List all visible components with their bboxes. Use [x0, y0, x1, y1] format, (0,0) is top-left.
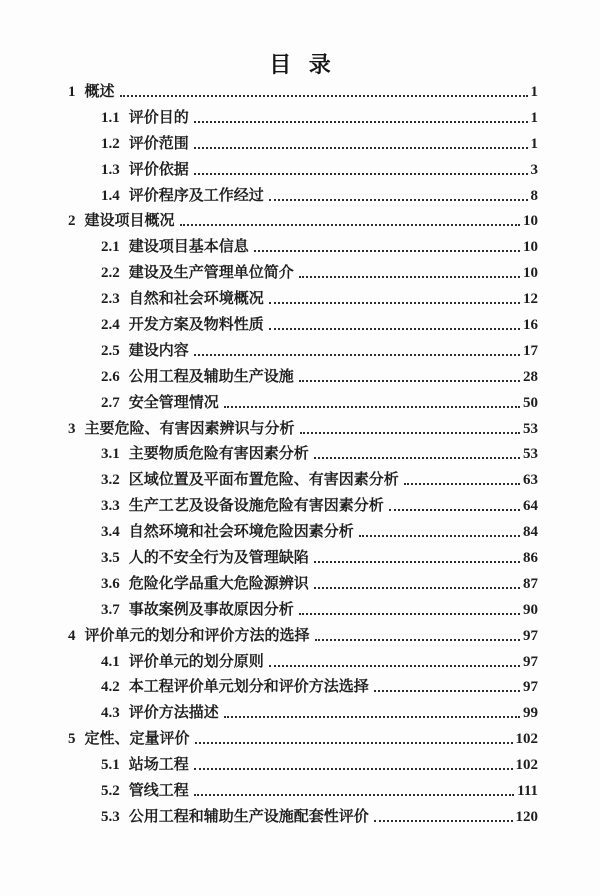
dot-leader — [194, 173, 528, 175]
toc-entry — [0, 365, 600, 391]
toc-entry-page: 64 — [523, 498, 538, 515]
toc-entry — [0, 235, 600, 261]
toc-entry-page: 87 — [523, 575, 538, 592]
dot-leader — [195, 742, 513, 744]
dot-leader — [224, 406, 520, 408]
dot-leader — [194, 354, 520, 356]
toc-entry — [0, 287, 600, 313]
toc-entry — [0, 417, 600, 443]
dot-leader — [194, 121, 528, 123]
toc-entry-page: 97 — [523, 627, 538, 644]
toc-entry-page: 8 — [530, 187, 538, 204]
toc-entry-number: 3.4 — [101, 524, 120, 541]
dot-leader — [269, 302, 520, 304]
dot-leader — [180, 224, 520, 226]
toc-entry-number: 2.4 — [101, 317, 120, 334]
toc-entry-number: 2.2 — [101, 265, 120, 282]
toc-entry-label: 建设项目基本信息 — [128, 239, 249, 256]
toc-entry-label: 危险化学品重大危险源辨识 — [128, 575, 309, 592]
dot-leader — [254, 250, 520, 252]
toc-entry-label: 评价范围 — [128, 135, 189, 152]
toc-entry-page: 28 — [523, 368, 538, 385]
toc-entry-page: 111 — [517, 783, 538, 800]
toc-entry-number: 3.1 — [101, 446, 120, 463]
toc-entry — [0, 313, 600, 339]
toc-entry — [0, 106, 600, 132]
toc-entry-page: 102 — [515, 757, 538, 774]
toc-entry-label: 评价单元的划分原则 — [128, 653, 264, 670]
dot-leader — [300, 432, 520, 434]
toc-entry-label: 评价单元的划分和评价方法的选择 — [84, 627, 310, 644]
toc-entry-label: 区域位置及平面布置危险、有害因素分析 — [128, 472, 399, 489]
toc-entry-page: 102 — [515, 731, 538, 748]
toc-entry-number: 3.3 — [101, 498, 120, 515]
toc-entry-page: 17 — [523, 342, 538, 359]
toc-entry — [0, 598, 600, 624]
toc-entry-label: 主要物质危险有害因素分析 — [128, 446, 309, 463]
dot-leader — [299, 613, 520, 615]
toc-entry — [0, 80, 600, 106]
toc-entry-label: 建设内容 — [128, 342, 189, 359]
toc-entry-number: 3 — [68, 420, 76, 437]
toc-entry-label: 站场工程 — [128, 757, 189, 774]
toc-entry-number: 2.6 — [101, 368, 120, 385]
toc-entry-label: 本工程评价单元划分和评价方法选择 — [128, 679, 369, 696]
toc-entry-number: 4.3 — [101, 705, 120, 722]
toc-entry-label: 主要危险、有害因素辨识与分析 — [84, 420, 295, 437]
toc-entry-label: 评价方法描述 — [128, 705, 219, 722]
toc-entry-page: 10 — [523, 265, 538, 282]
toc-entry — [0, 675, 600, 701]
toc-entry — [0, 339, 600, 365]
toc-entry-label: 概述 — [84, 84, 115, 100]
toc-entry-label: 公用工程和辅助生产设施配套性评价 — [128, 808, 369, 825]
toc-entry-page: 1 — [530, 135, 538, 152]
toc-entry-number: 4.2 — [101, 679, 120, 696]
dot-leader — [299, 276, 520, 278]
toc-title: 目 录 — [269, 52, 337, 77]
toc-entry-number: 2.7 — [101, 394, 120, 411]
toc-entry — [0, 546, 600, 572]
toc-entry-page: 90 — [523, 601, 538, 618]
dot-leader — [194, 147, 528, 149]
toc-entry-number: 2.5 — [101, 342, 120, 359]
toc-entry — [0, 779, 600, 805]
toc-entry-number: 3.5 — [101, 550, 120, 567]
dot-leader — [404, 483, 520, 485]
toc-entry-label: 自然和社会环境概况 — [128, 291, 264, 308]
dot-leader — [269, 199, 528, 201]
toc-entry-label: 自然环境和社会环境危险因素分析 — [128, 524, 354, 541]
toc-entry-number: 5.2 — [101, 783, 120, 800]
toc-entry-label: 开发方案及物料性质 — [128, 317, 264, 334]
dot-leader — [120, 95, 528, 97]
toc-entry-number: 3.7 — [101, 601, 120, 618]
toc-entry-label: 生产工艺及设备设施危险有害因素分析 — [128, 498, 384, 515]
dot-leader — [269, 665, 520, 667]
toc-entry-label: 定性、定量评价 — [84, 731, 190, 748]
dot-leader — [314, 457, 520, 459]
toc-entry-number: 5.1 — [101, 757, 120, 774]
toc-entry-number: 1.2 — [101, 135, 120, 152]
dot-leader — [389, 509, 520, 511]
toc-entry — [0, 468, 600, 494]
toc-entry — [0, 442, 600, 468]
toc-entry-page: 53 — [523, 446, 538, 463]
toc-entry-page: 120 — [515, 808, 538, 825]
toc-entry — [0, 753, 600, 779]
toc-entry-page: 50 — [523, 394, 538, 411]
toc-entry-label: 评价目的 — [128, 109, 189, 126]
toc-entry-page: 97 — [523, 679, 538, 696]
toc-entry-label: 评价依据 — [128, 161, 189, 178]
dot-leader — [374, 690, 520, 692]
toc-entry — [0, 391, 600, 417]
toc-entry-number: 1.4 — [101, 187, 120, 204]
toc-entry-number: 2 — [68, 213, 76, 230]
toc-entry — [0, 650, 600, 676]
toc-entry-page: 1 — [530, 109, 538, 126]
toc-entry — [0, 701, 600, 727]
toc-entry-number: 4.1 — [101, 653, 120, 670]
dot-leader — [359, 535, 520, 537]
toc-entry-page: 16 — [523, 317, 538, 334]
toc-entry — [0, 158, 600, 184]
toc-entry-label: 事故案例及事故原因分析 — [128, 601, 294, 618]
toc-entry-label: 安全管理情况 — [128, 394, 219, 411]
toc-entry-label: 人的不安全行为及管理缺陷 — [128, 550, 309, 567]
toc-entry-page: 84 — [523, 524, 538, 541]
toc-entry-number: 1.3 — [101, 161, 120, 178]
toc-entry-number: 5.3 — [101, 808, 120, 825]
toc-entry-page: 53 — [523, 420, 538, 437]
toc-entry — [0, 520, 600, 546]
toc-entry — [0, 132, 600, 158]
toc-list — [0, 80, 600, 831]
dot-leader — [299, 380, 520, 382]
toc-entry — [0, 494, 600, 520]
toc-entry-page: 1 — [530, 84, 538, 100]
toc-entry — [0, 805, 600, 831]
toc-entry-page: 99 — [523, 705, 538, 722]
toc-entry — [0, 572, 600, 598]
dot-leader — [269, 328, 520, 330]
toc-entry-page: 86 — [523, 550, 538, 567]
toc-entry-label: 评价程序及工作经过 — [128, 187, 264, 204]
dot-leader — [374, 820, 513, 822]
toc-entry-page: 10 — [523, 239, 538, 256]
toc-entry-number: 1 — [68, 84, 76, 100]
dot-leader — [315, 639, 520, 641]
toc-entry-page: 97 — [523, 653, 538, 670]
dot-leader — [314, 561, 520, 563]
dot-leader — [194, 768, 513, 770]
dot-leader — [194, 794, 514, 796]
toc-entry — [0, 261, 600, 287]
dot-leader — [314, 587, 520, 589]
toc-entry-page: 63 — [523, 472, 538, 489]
toc-entry-page: 10 — [523, 213, 538, 230]
toc-entry-number: 3.6 — [101, 575, 120, 592]
toc-entry-label: 建设项目概况 — [84, 213, 175, 230]
toc-entry-number: 5 — [68, 731, 76, 748]
toc-entry-label: 管线工程 — [128, 783, 189, 800]
toc-entry — [0, 209, 600, 235]
toc-entry — [0, 184, 600, 210]
toc-entry-number: 4 — [68, 627, 76, 644]
toc-entry-number: 2.3 — [101, 291, 120, 308]
toc-entry-page: 12 — [523, 291, 538, 308]
toc-entry — [0, 624, 600, 650]
toc-entry-number: 1.1 — [101, 109, 120, 126]
toc-entry-page: 3 — [530, 161, 538, 178]
toc-entry-label: 建设及生产管理单位简介 — [128, 265, 294, 282]
toc-entry-number: 2.1 — [101, 239, 120, 256]
toc-entry — [0, 727, 600, 753]
dot-leader — [224, 716, 520, 718]
toc-entry-number: 3.2 — [101, 472, 120, 489]
toc-entry-label: 公用工程及辅助生产设施 — [128, 368, 294, 385]
